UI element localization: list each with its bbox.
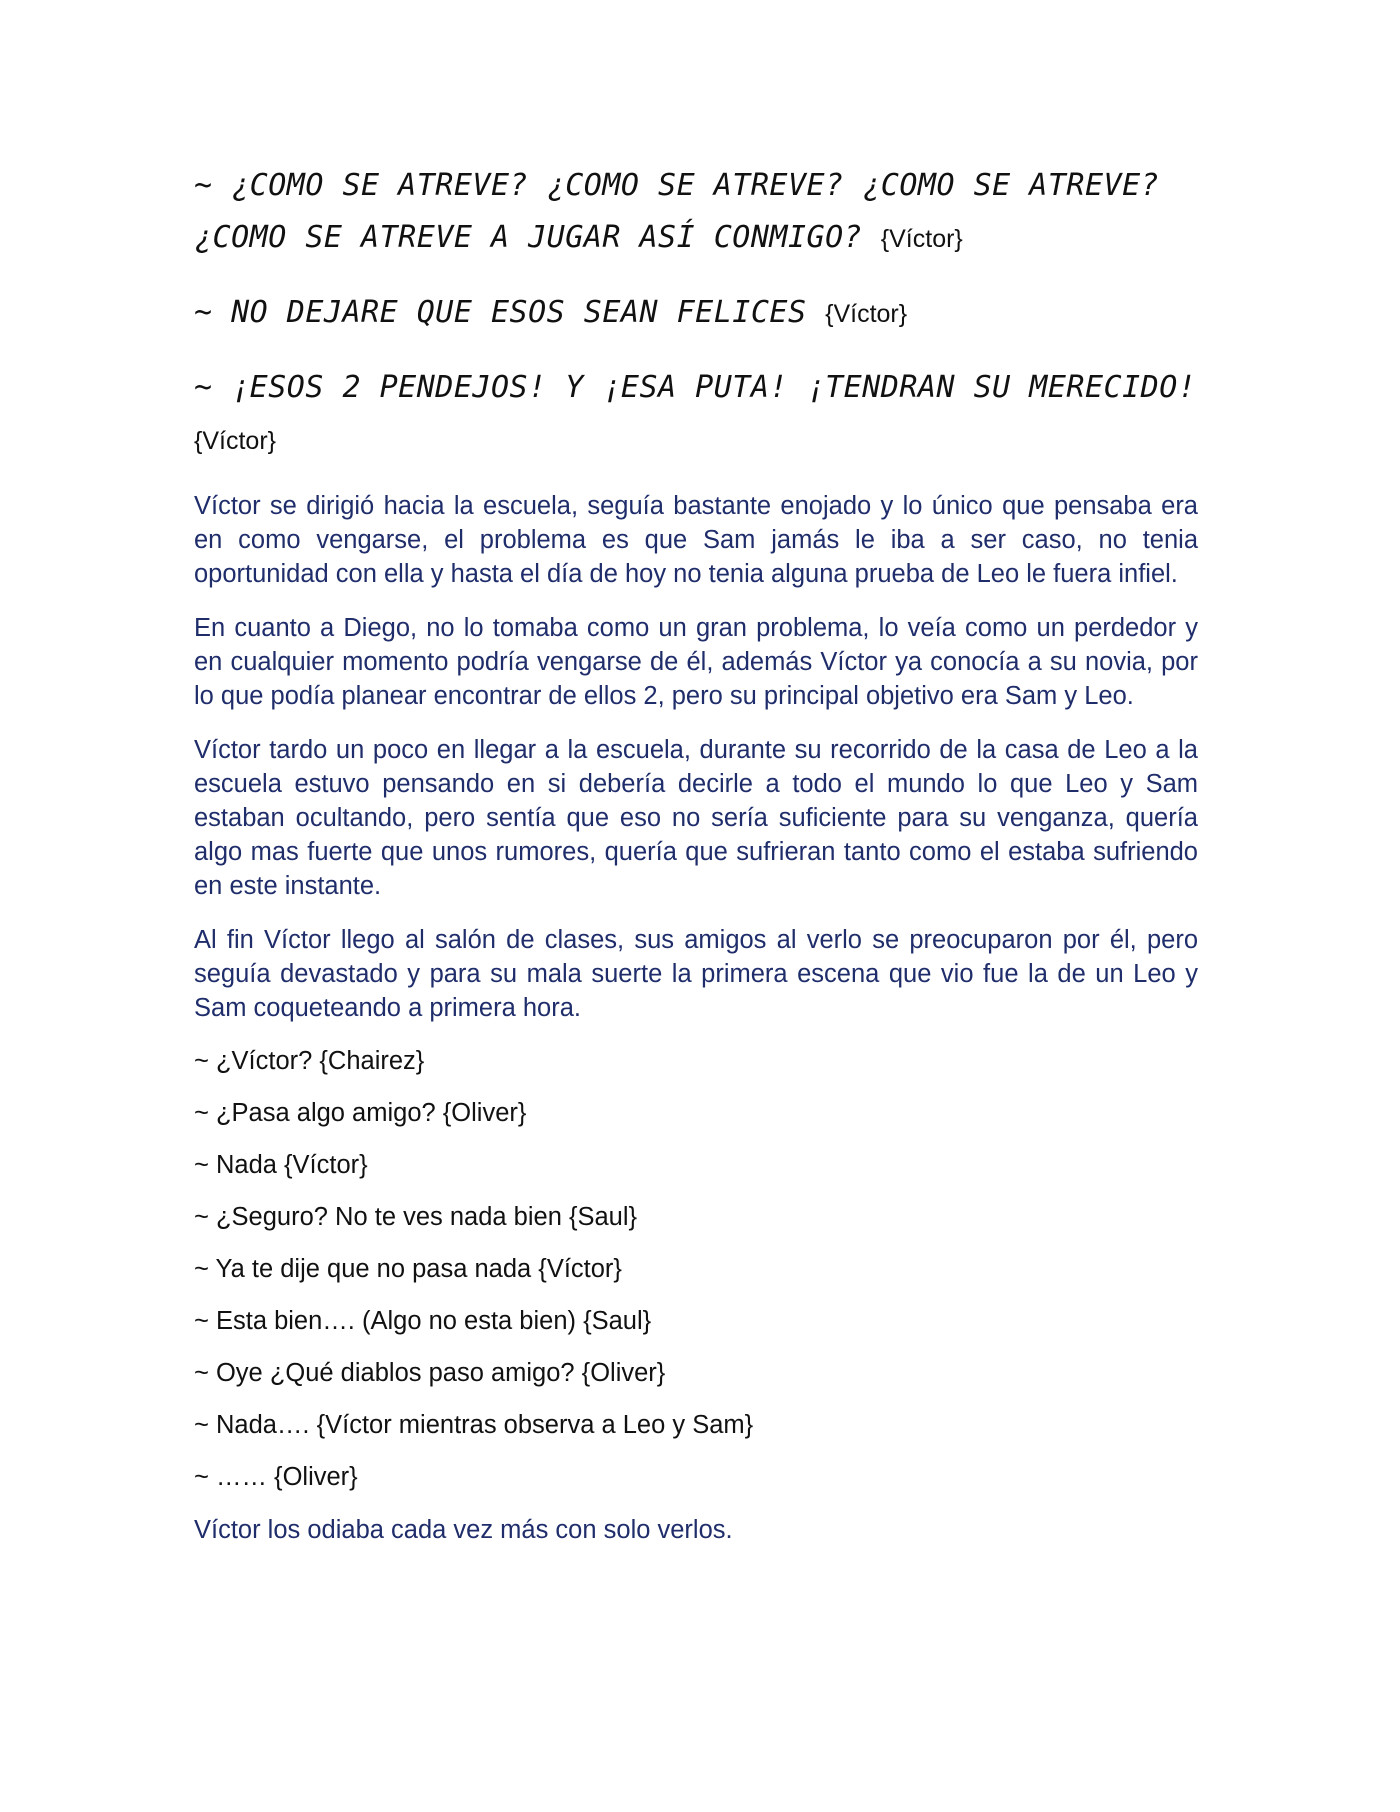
dialogue-line: ~ Nada {Víctor} [194, 1151, 368, 1179]
shout-speaker: {Víctor} [825, 300, 908, 328]
shout-speaker: {Víctor} [880, 225, 963, 253]
document-page [194, 160, 1198, 1567]
dialogue-line: ~ ¿Víctor? {Chairez} [194, 1047, 425, 1075]
dialogue-line: ~ Ya te dije que no pasa nada {Víctor} [194, 1255, 622, 1283]
shout-speaker: {Víctor} [194, 427, 276, 455]
shout-line-2 [194, 287, 1198, 340]
dialogue-line: ~ Esta bien…. (Algo no esta bien) {Saul} [194, 1307, 652, 1335]
shout-text: ~ ¡ESOS 2 PENDEJOS! Y ¡ESA PUTA! ¡TENDRAN SU MERECIDO! [194, 370, 1197, 405]
narrative-paragraph-2: En cuanto a Diego, no lo tomaba como un gran problema, lo veía como un perdedor y en cualquier momento podría vengarse de él, además Víctor ya conocía a su novia, por lo que podía planear encontrar de ellos 2, pero su principal objetivo era Sam y Leo. [194, 614, 1198, 710]
dialogue-line: ~ …… {Oliver} [194, 1463, 358, 1491]
closing-paragraph: Víctor los odiaba cada vez más con solo verlos. [194, 1516, 733, 1544]
dialogue-line: ~ Nada…. {Víctor mientras observa a Leo y Sam} [194, 1411, 754, 1439]
narrative-paragraph-1: Víctor se dirigió hacia la escuela, seguía bastante enojado y lo único que pensaba era en como vengarse, el problema es que Sam jamás le iba a ser caso, no tenia oportunidad con ella y hasta el día de hoy no tenia alguna prueba de Leo le fuera infiel. [194, 492, 1198, 588]
dialogue-line: ~ Oye ¿Qué diablos paso amigo? {Oliver} [194, 1359, 666, 1387]
narrative-paragraph-3: Víctor tardo un poco en llegar a la escuela, durante su recorrido de la casa de Leo a la escuela estuvo pensando en si debería decirle a todo el mundo lo que Leo y Sam estaban ocultando, pero sentía que eso no sería suficiente para su venganza, quería algo mas fuerte que unos rumores, quería que sufrieran tanto como el estaba sufriendo en este instante. [194, 736, 1198, 900]
narrative-paragraph-4: Al fin Víctor llego al salón de clases, sus amigos al verlo se preocuparon por él, pero seguía devastado y para su mala suerte la primera escena que vio fue la de un Leo y Sam coqueteando a primera hora. [194, 926, 1198, 1022]
shout-line-3 [194, 362, 1198, 467]
shout-line-1 [194, 160, 1198, 265]
shout-text: ~ ¿COMO SE ATREVE? ¿COMO SE ATREVE? ¿COMO SE ATREVE? ¿COMO SE ATREVE A JUGAR ASÍ CONMIGO? [194, 168, 1160, 255]
dialogue-line: ~ ¿Seguro? No te ves nada bien {Saul} [194, 1203, 638, 1231]
dialogue-line: ~ ¿Pasa algo amigo? {Oliver} [194, 1099, 527, 1127]
shout-text: ~ NO DEJARE QUE ESOS SEAN FELICES [194, 295, 807, 330]
